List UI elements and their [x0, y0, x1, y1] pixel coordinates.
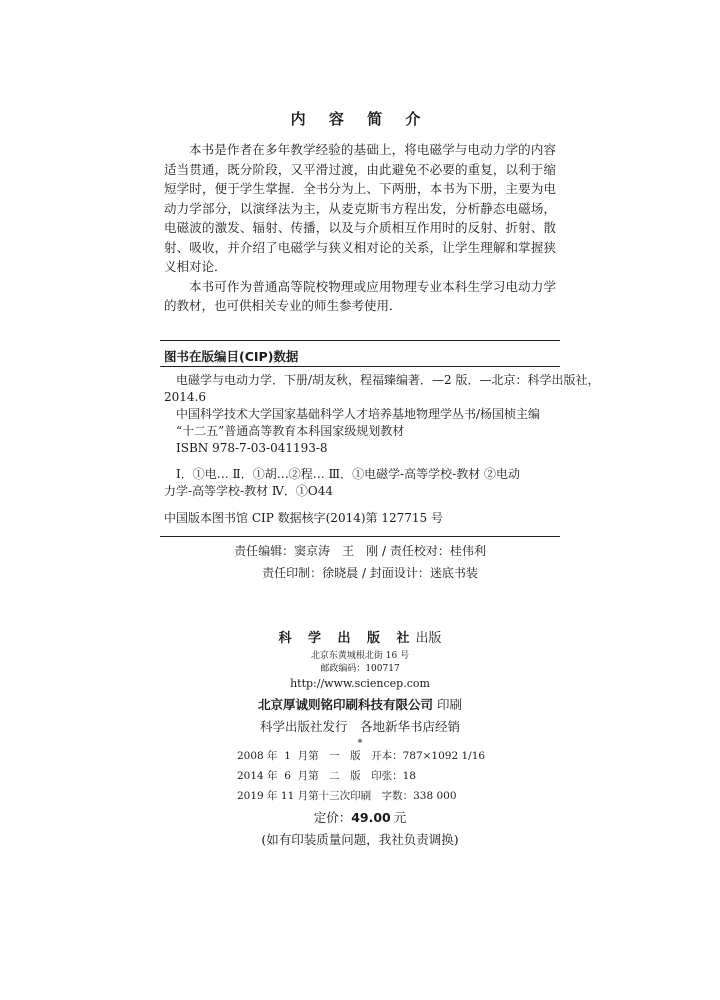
- cip-title-line: 电磁学与电动力学．下册/胡友秋，程福臻编著．—2 版．—北京：科学出版社，: [176, 373, 600, 387]
- divider-cip: [160, 366, 560, 367]
- edition-table: [237, 746, 485, 806]
- publisher-address: 北京东黄城根北街 16 号: [310, 651, 410, 661]
- edition-row-2: 2014 年 6 月第 二 版 印张：18: [237, 770, 416, 782]
- price-line: [0, 808, 720, 828]
- printer-suffix: 印刷: [437, 697, 463, 712]
- price-unit: 元: [393, 810, 407, 825]
- return-notice: (如有印装质量问题，我社负责调换): [261, 832, 459, 847]
- cip-isbn: ISBN 978-7-03-041193-8: [176, 441, 328, 455]
- edition-row-1: 2008 年 1 月第 一 版 开本：787×1092 1/16: [237, 750, 486, 762]
- credits-block: [0, 540, 720, 584]
- divider-top: [160, 340, 560, 341]
- distribution-line: 科学出版社发行 各地新华书店经销: [259, 719, 460, 734]
- publisher-url: http://www.sciencep.com: [290, 677, 430, 690]
- price-value: 49.00: [351, 810, 391, 825]
- credits-production: 责任印制：徐晓晨 / 封面设计：迷底书装: [262, 566, 478, 580]
- publisher-block: [0, 630, 720, 750]
- cip-class-line-1: Ⅰ．①电… Ⅱ．①胡…②程… Ⅲ．①电磁学-高等学校-教材 ②电动: [176, 467, 521, 481]
- divider-cip-bottom: [160, 536, 560, 537]
- cip-block: [164, 372, 600, 527]
- cip-series-line: 中国科学技术大学国家基础科学人才培养基地物理学丛书/杨国桢主编: [176, 407, 541, 421]
- publisher-suffix: 出版: [415, 631, 442, 646]
- cip-record-number: 中国版本图书馆 CIP 数据核字(2014)第 127715 号: [164, 511, 443, 525]
- cip-heading: 图书在版编目(CIP)数据: [164, 349, 299, 364]
- page-title: 内 容 简 介: [290, 110, 430, 128]
- edition-row-3: 2019 年 11 月第十三次印刷 字数：338 000: [237, 790, 457, 802]
- intro-paragraph-2: 本书可作为普通高等院校物理或应用物理专业本科生学习电动力学的教材，也可供相关专业的师生参考使用．: [164, 278, 556, 313]
- cip-class-line-2: 力学-高等学校-教材 Ⅳ．①O44: [164, 484, 334, 498]
- intro-paragraph-1: 本书是作者在多年教学经验的基础上，将电磁学与电动力学的内容适当贯通，既分阶段，又平滑过渡，由此避免不必要的重复，以利于缩短学时，便于学生掌握．全书分为上、下两册，本书为下册，主要为电动力学部分，以演绎法为主，从麦克斯韦方程出发，分析静态电磁场，电磁波的激发、辐射、传播，以及与介质相互作用时的反射、折射、散射、吸收，并介绍了电磁学与狭义相对论的关系，让学生理解和掌握狭义相对论．: [164, 142, 556, 274]
- cip-date-line: 2014.6: [164, 390, 206, 404]
- price-label: 定价：: [313, 810, 352, 825]
- credits-editors: 责任编辑：窦京涛 王 刚 / 责任校对：桂伟利: [234, 544, 486, 558]
- cip-program-line: “十二五”普通高等教育本科国家级规划教材: [176, 424, 405, 438]
- printer-name: 北京厚诚则铭印刷科技有限公司: [257, 697, 433, 712]
- publisher-postcode: 邮政编码：100717: [320, 664, 400, 674]
- intro-section: [164, 140, 556, 316]
- publisher-name: 科 学 出 版 社: [278, 631, 416, 646]
- asterisk-separator: *: [357, 738, 363, 749]
